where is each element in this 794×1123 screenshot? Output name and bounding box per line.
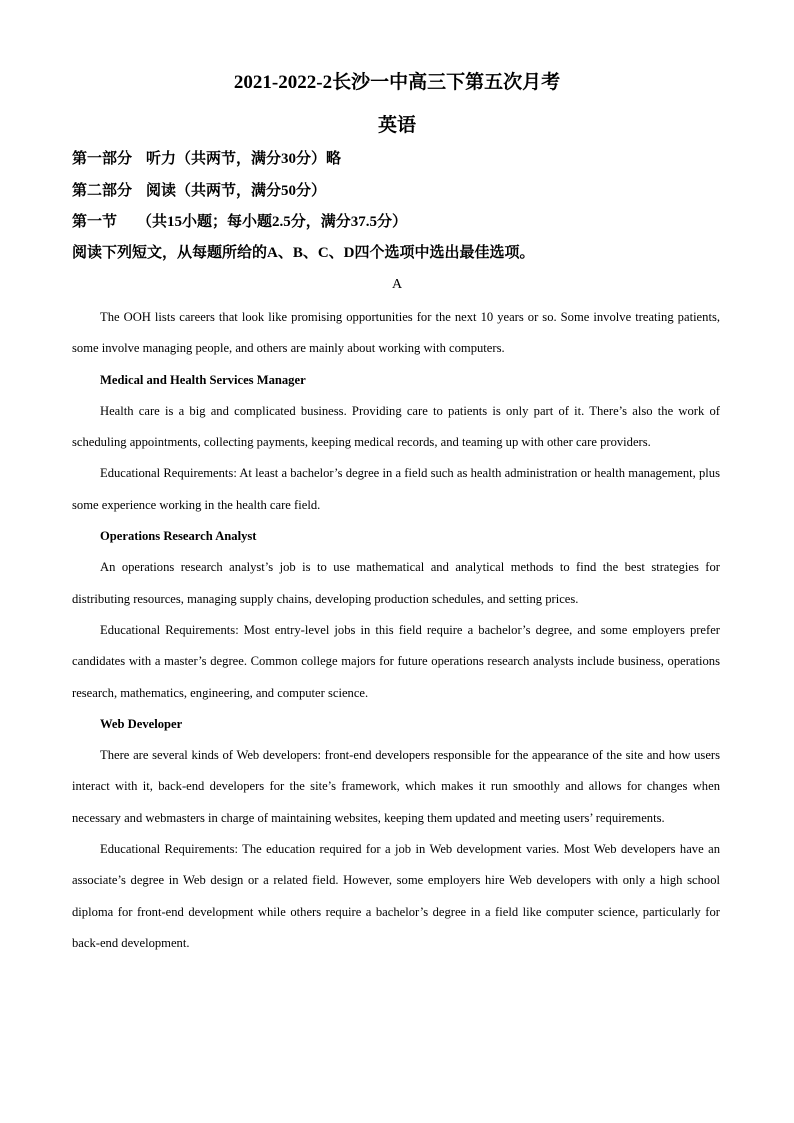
job-requirements-medical: Educational Requirements: At least a bachelor’s degree in a field such as health administration or health management, plus some experience working in the health care field. [72,466,720,512]
job-heading-operations: Operations Research Analyst [100,529,257,544]
job-description-web: There are several kinds of Web developers: front-end developers responsible for the appearance of the site and how users interact with it, back-end developers for the site’s framework, which makes it run smoothly and allows for changes when necessary and webmasters in charge of maintaining websites, keeping them updated and meeting users’ requirements. [72,748,720,825]
job-description-medical: Health care is a big and complicated business. Providing care to patients is only part of it. There’s also the work of scheduling appointments, collecting payments, keeping medical records, and teaming up with other care providers. [72,403,720,450]
job-requirements-web: Educational Requirements: The education required for a job in Web development varies. Most Web developers have an associate’s degree in Web design or a related field. However, some employers hire Web developers with only a high school diploma for front-end development while others require a bachelor’s degree in a field like computer science, particularly for back-end development. [72,842,720,950]
part2-heading [72,180,326,202]
job-requirements-operations: Educational Requirements: Most entry-level jobs in this field require a bachelor’s degree, and some employers prefer candidates with a master’s degree. Common college majors for future operations research analysts include business, operations research, mathematics, engineering, and computer science. [72,622,720,700]
job-description-operations: An operations research analyst’s job is to use mathematical and analytical methods to find the best strategies for distributing resources, managing supply chains, developing production schedules, and setting prices. [72,560,720,606]
section1-desc: （共15小题；每小题2.5分，满分37.5分） [137,214,408,230]
section1-label: 第一节 [72,214,118,230]
part2-label: 第二部分 [72,183,133,199]
passage-body [72,302,720,959]
part1-label: 第一部分 [72,151,133,167]
part2-desc: 阅读（共两节，满分50分） [146,183,327,199]
part1-desc: 听力（共两节，满分30分）略 [146,151,342,167]
job-heading-medical: Medical and Health Services Manager [100,372,306,387]
section1-heading [72,211,407,233]
job-heading-web: Web Developer [100,716,183,731]
passage-intro: The OOH lists careers that look like promising opportunities for the next 10 years or so. Some involve treating patients, some involve managing people, and others are mainly about working with computers. [72,310,720,356]
reading-instruction: 阅读下列短文，从每题所给的A、B、C、D四个选项中选出最佳选项。 [72,245,535,261]
exam-title: 2021-2022-2长沙一中高三下第五次月考 [233,72,561,93]
subject-title: 英语 [377,115,416,136]
passage-letter: A [391,277,403,292]
part1-heading [72,148,341,170]
